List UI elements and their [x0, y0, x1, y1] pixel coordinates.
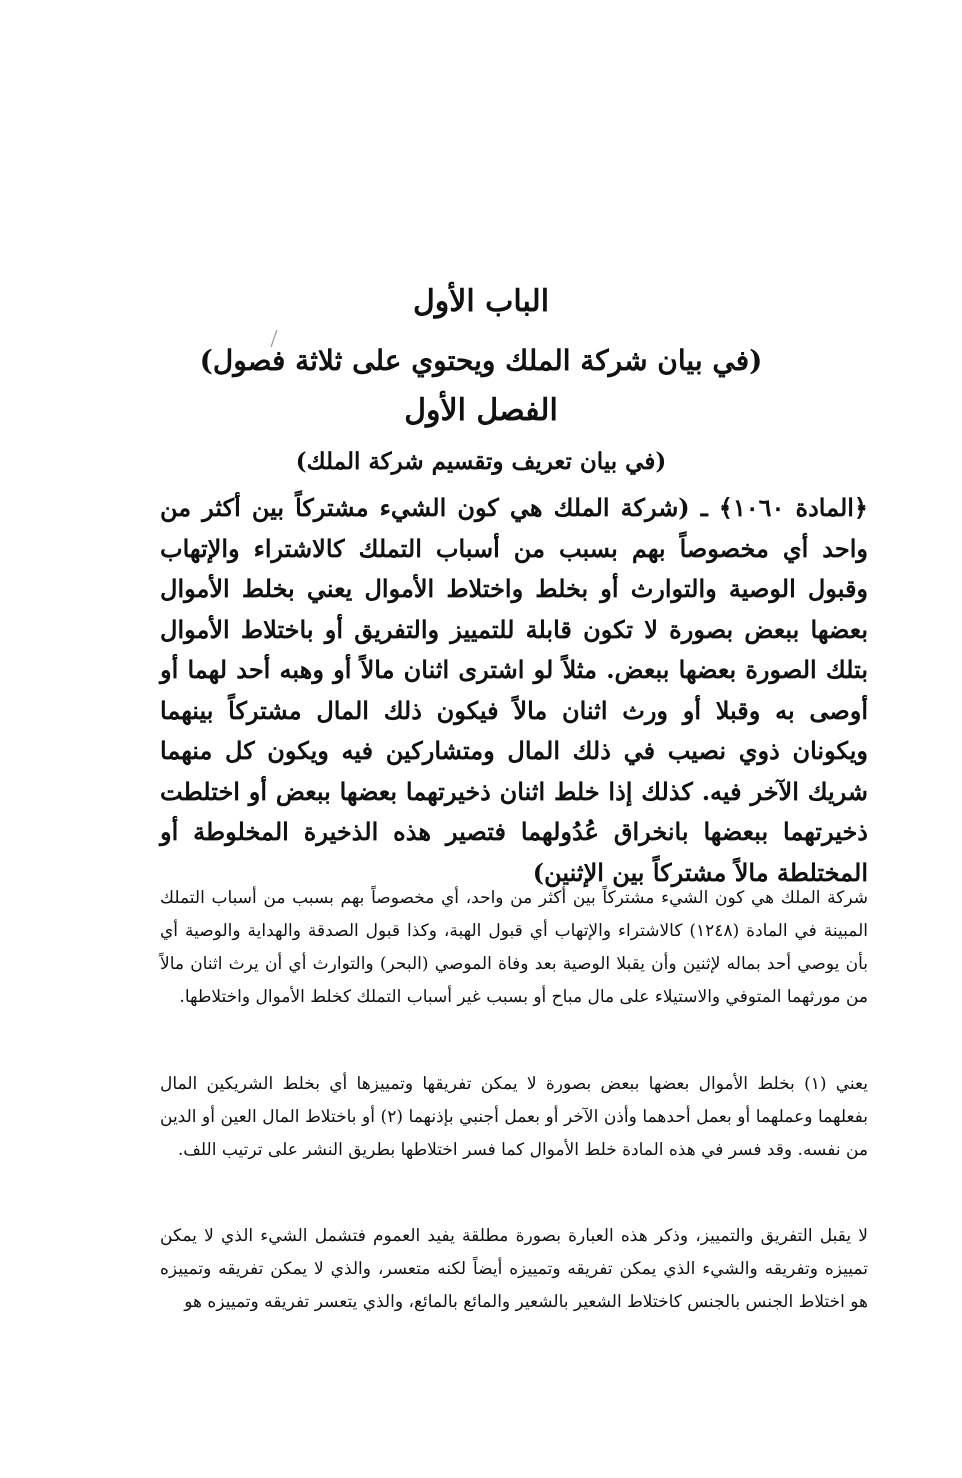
section-subtitle: (في بيان تعريف وتقسيم شركة الملك) [295, 448, 667, 475]
chapter-subtitle: (في بيان شركة الملك ويحتوي على ثلاثة فصول) [199, 344, 763, 377]
commentary-paragraph-1: شركة الملك هي كون الشيء مشتركاً بين أكثر من واحد، أي مخصوصاً بهم بسبب من أسباب التملك المبينة في المادة (١٢٤٨) كالاشتراء والإتهاب أي قبول الهبة، وكذا قبول الصدقة والهداية والوصية أي بأن يوصي أحد بماله لإثنين وأن يقبلا الوصية بعد وفاة الموصي (البحر) والتوارث أي أن يرث اثنان مالاً من مورثهما المتوفي والاستيلاء على مال مباح أو بسبب غير أسباب التملك كخلط الأموال واختلاطها. [160, 888, 868, 1007]
commentary-paragraph-2: يعني (١) بخلط الأموال بعضها ببعض بصورة لا يمكن تفريقها وتمييزها أي بخلط الشريكين المال بفعلهما وعملهما أو بعمل أحدهما وأذن الآخر أو بعمل أجنبي بإذنهما (٢) أو باختلاط المال العين أو الدين من نفسه. وقد فسر في هذه المادة خلط الأموال كما فسر اختلاطها بطريق النشر على ترتيب اللف. [160, 1074, 868, 1160]
headings-block [120, 278, 842, 480]
section-title: الفصل الأول [404, 393, 558, 428]
article-1060-text: ﴿المادة ١٠٦٠﴾ ـ (شركة الملك هي كون الشيء مشتركاً بين أكثر من واحد أي مخصوصاً بهم بسبب من أسباب التملك كالاشتراء والإتهاب وقبول الوصية والتوارث أو بخلط واختلاط الأموال يعني بخلط الأموال بعضها ببعض بصورة لا تكون قابلة للتمييز والتفريق أو باختلاط الأموال بتلك الصورة بعضها ببعض. مثلاً لو اشترى اثنان مالاً أو وهبه أحد لهما أو أوصى به وقبلا أو ورث اثنان مالاً فيكون ذلك المال مشتركاً بينهما ويكونان ذوي نصيب في ذلك المال ومتشاركين فيه ويكون كل منهما شريك الآخر فيه. كذلك إذا خلط اثنان ذخيرتهما بعضها ببعض أو اختلطت ذخيرتهما ببعضها بانخراق عُدُولهما فتصير هذه الذخيرة المخلوطة أو المختلطة مالاً مشتركاً بين الإثنين) [160, 493, 868, 887]
commentary-paragraph-3: لا يقبل التفريق والتمييز، وذكر هذه العبارة بصورة مطلقة يفيد العموم فتشمل الشيء الذي لا يمكن تمييزه وتفريقه والشيء الذي يمكن تفريقه وتمييزه أيضاً لكنه متعسر، والذي لا يمكن تفريقه وتمييزه هو اختلاط الجنس بالجنس كاختلاط الشعير بالشعير والمائع بالمائع، والذي يتعسر تفريقه وتمييزه هو [160, 1226, 868, 1312]
chapter-title: الباب الأول [412, 284, 550, 319]
